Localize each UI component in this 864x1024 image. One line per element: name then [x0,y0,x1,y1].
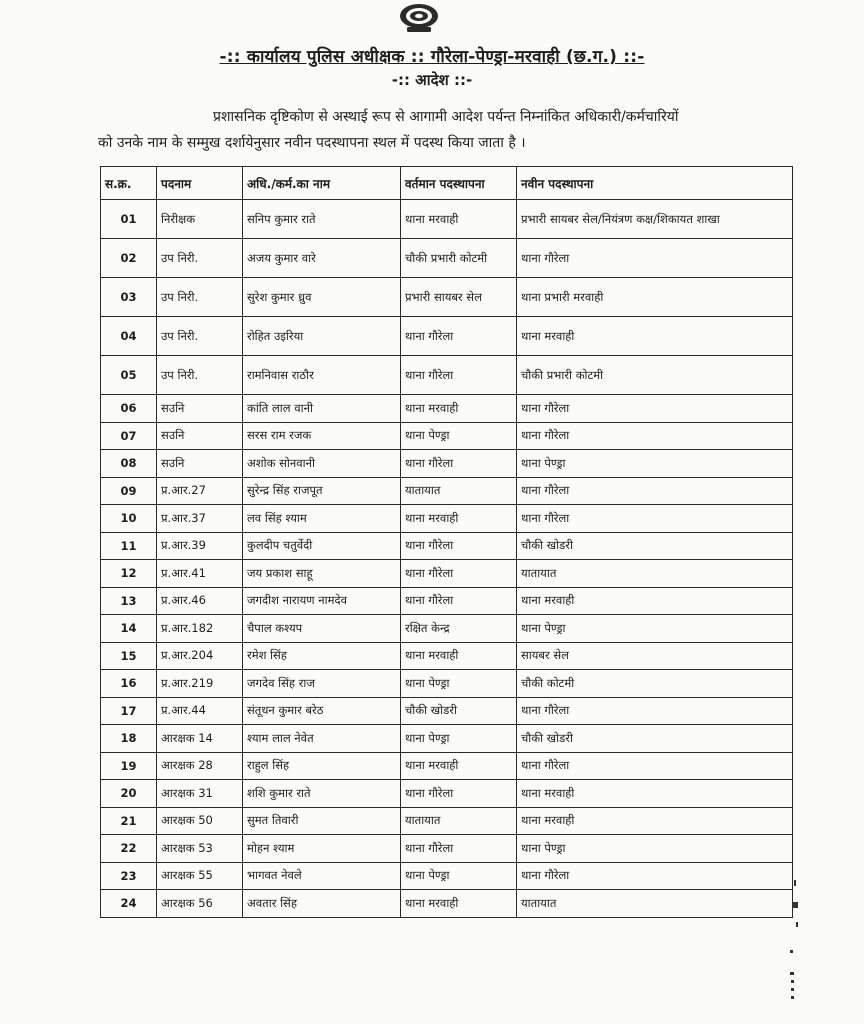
cell-new-posting: थाना पेण्ड्रा [517,615,793,643]
cell-rank: उप निरी. [157,356,243,395]
cell-name: अजय कुमार वारे [243,239,401,278]
cell-serial: 21 [101,807,157,835]
table-row [101,670,793,698]
cell-name: श्याम लाल नेवेत [243,725,401,753]
cell-serial: 02 [101,239,157,278]
cell-rank: उप निरी. [157,317,243,356]
cell-current-posting: थाना मरवाही [401,642,517,670]
table-row [101,615,793,643]
cell-serial: 20 [101,780,157,808]
cell-current-posting: थाना पेण्ड्रा [401,422,517,450]
table-row [101,477,793,505]
cell-new-posting: थाना गौरेला [517,239,793,278]
cell-rank: प्र.आर.219 [157,670,243,698]
cell-new-posting: थाना मरवाही [517,587,793,615]
cell-name: कांति लाल वानी [243,395,401,423]
cell-new-posting: चौकी प्रभारी कोटमी [517,356,793,395]
cell-rank: प्र.आर.46 [157,587,243,615]
table-row [101,642,793,670]
intro-paragraph [98,104,788,156]
cell-current-posting: चौकी प्रभारी कोटमी [401,239,517,278]
cell-serial: 04 [101,317,157,356]
cell-name: राहुल सिंह [243,752,401,780]
cell-serial: 11 [101,532,157,560]
cell-new-posting: यातायात [517,890,793,918]
cell-current-posting: प्रभारी सायबर सेल [401,278,517,317]
cell-rank: उप निरी. [157,278,243,317]
cell-current-posting: थाना मरवाही [401,752,517,780]
table-row [101,278,793,317]
cell-name: मोहन श्याम [243,835,401,863]
cell-rank: आरक्षक 28 [157,752,243,780]
table-header-row [101,167,793,200]
intro-line-2: को उनके नाम के सम्मुख दर्शायेनुसार नवीन पदस्थापना स्थल में पदस्थ किया जाता है । [98,135,526,151]
page-title: -:: कार्यालय पुलिस अधीक्षक :: गौरेला-पेण्ड्रा-मरवाही (छ.ग.) ::- [219,47,645,67]
cell-serial: 16 [101,670,157,698]
table-row [101,835,793,863]
col-header-new-posting: नवीन पदस्थापना [517,167,793,200]
cell-rank: आरक्षक 14 [157,725,243,753]
cell-serial: 22 [101,835,157,863]
cell-rank: आरक्षक 31 [157,780,243,808]
cell-new-posting: थाना प्रभारी मरवाही [517,278,793,317]
cell-rank: सउनि [157,395,243,423]
transfer-table [100,166,793,918]
cell-current-posting: थाना पेण्ड्रा [401,725,517,753]
table-row [101,890,793,918]
cell-name: सनिप कुमार राते [243,200,401,239]
cell-serial: 17 [101,697,157,725]
cell-serial: 01 [101,200,157,239]
cell-rank: प्र.आर.44 [157,697,243,725]
cell-name: जय प्रकाश साहू [243,560,401,588]
cell-current-posting: थाना मरवाही [401,890,517,918]
table-row [101,780,793,808]
table-row [101,725,793,753]
cell-name: अशोक सोनवानी [243,450,401,478]
cell-current-posting: थाना गौरेला [401,835,517,863]
cell-current-posting: चौकी खोडरी [401,697,517,725]
cell-rank: आरक्षक 55 [157,862,243,890]
cell-name: अवतार सिंह [243,890,401,918]
table-row [101,807,793,835]
cell-rank: प्र.आर.37 [157,505,243,533]
cell-rank: प्र.आर.27 [157,477,243,505]
cell-name: भागवत नेवले [243,862,401,890]
cell-serial: 08 [101,450,157,478]
table-row [101,862,793,890]
cell-name: रामनिवास राठौर [243,356,401,395]
cell-current-posting: थाना मरवाही [401,505,517,533]
cell-serial: 05 [101,356,157,395]
cell-name: सरस राम रजक [243,422,401,450]
cell-current-posting: थाना गौरेला [401,317,517,356]
cell-rank: उप निरी. [157,239,243,278]
cell-rank: सउनि [157,450,243,478]
cell-current-posting: थाना गौरेला [401,356,517,395]
cell-serial: 07 [101,422,157,450]
cell-rank: प्र.आर.41 [157,560,243,588]
cell-current-posting: थाना मरवाही [401,395,517,423]
cell-current-posting: थाना गौरेला [401,780,517,808]
cell-new-posting: थाना गौरेला [517,752,793,780]
table-row [101,395,793,423]
intro-line-1: प्रशासनिक दृष्टिकोण से अस्थाई रूप से आगामी आदेश पर्यन्त निम्नांकित अधिकारी/कर्मचारियों [213,109,679,125]
col-header-rank: पदनाम [157,167,243,200]
cell-rank: प्र.आर.182 [157,615,243,643]
cell-name: जगदीश नारायण नामदेव [243,587,401,615]
cell-name: सुरेन्द्र सिंह राजपूत [243,477,401,505]
cell-new-posting: चौकी खोडरी [517,532,793,560]
table-row [101,532,793,560]
cell-serial: 15 [101,642,157,670]
cell-name: रोहित उइरिया [243,317,401,356]
cell-new-posting: थाना पेण्ड्रा [517,450,793,478]
cell-rank: प्र.आर.204 [157,642,243,670]
cell-name: सुमत तिवारी [243,807,401,835]
col-header-serial: स.क्र. [101,167,157,200]
cell-new-posting: थाना गौरेला [517,477,793,505]
table-row [101,356,793,395]
cell-new-posting: थाना मरवाही [517,780,793,808]
cell-serial: 12 [101,560,157,588]
police-emblem-icon [398,2,440,34]
cell-rank: आरक्षक 53 [157,835,243,863]
cell-new-posting: थाना पेण्ड्रा [517,835,793,863]
table-row [101,587,793,615]
cell-serial: 06 [101,395,157,423]
cell-new-posting: थाना गौरेला [517,395,793,423]
cell-current-posting: थाना पेण्ड्रा [401,862,517,890]
table-row [101,752,793,780]
cell-new-posting: थाना गौरेला [517,505,793,533]
cell-name: जगदेव सिंह राज [243,670,401,698]
table-row [101,239,793,278]
cell-new-posting: थाना गौरेला [517,862,793,890]
cell-name: रमेश सिंह [243,642,401,670]
cell-serial: 24 [101,890,157,918]
cell-new-posting: सायबर सेल [517,642,793,670]
cell-new-posting: थाना मरवाही [517,317,793,356]
cell-name: कुलदीप चतुर्वेदी [243,532,401,560]
cell-rank: सउनि [157,422,243,450]
cell-current-posting: यातायात [401,477,517,505]
table-row [101,697,793,725]
cell-rank: आरक्षक 50 [157,807,243,835]
table-row [101,560,793,588]
cell-new-posting: थाना मरवाही [517,807,793,835]
cell-new-posting: यातायात [517,560,793,588]
order-heading: -:: आदेश ::- [391,71,473,89]
cell-rank: प्र.आर.39 [157,532,243,560]
table-row [101,317,793,356]
cell-current-posting: थाना मरवाही [401,200,517,239]
cell-rank: आरक्षक 56 [157,890,243,918]
cell-serial: 13 [101,587,157,615]
cell-serial: 23 [101,862,157,890]
cell-new-posting: प्रभारी सायबर सेल/नियंत्रण कक्ष/शिकायत शाखा [517,200,793,239]
cell-serial: 14 [101,615,157,643]
cell-serial: 19 [101,752,157,780]
cell-new-posting: चौकी खोडरी [517,725,793,753]
table-row [101,450,793,478]
cell-current-posting: थाना पेण्ड्रा [401,670,517,698]
cell-name: लव सिंह श्याम [243,505,401,533]
cell-current-posting: थाना गौरेला [401,587,517,615]
cell-name: चैपाल कश्यप [243,615,401,643]
cell-current-posting: रक्षित केन्द्र [401,615,517,643]
cell-current-posting: थाना गौरेला [401,560,517,588]
table-row [101,505,793,533]
cell-new-posting: थाना गौरेला [517,422,793,450]
col-header-name: अधि./कर्म.का नाम [243,167,401,200]
cell-new-posting: थाना गौरेला [517,697,793,725]
col-header-current-posting: वर्तमान पदस्थापना [401,167,517,200]
cell-serial: 18 [101,725,157,753]
cell-current-posting: थाना गौरेला [401,450,517,478]
cell-name: सुरेश कुमार ध्रुव [243,278,401,317]
cell-current-posting: थाना गौरेला [401,532,517,560]
cell-name: शशि कुमार राते [243,780,401,808]
cell-serial: 03 [101,278,157,317]
cell-current-posting: यातायात [401,807,517,835]
cell-serial: 09 [101,477,157,505]
table-row [101,422,793,450]
cell-new-posting: चौकी कोटमी [517,670,793,698]
cell-name: संतूधन कुमार बरेठ [243,697,401,725]
cell-serial: 10 [101,505,157,533]
cell-rank: निरीक्षक [157,200,243,239]
margin-marks [790,880,810,1010]
table-row [101,200,793,239]
